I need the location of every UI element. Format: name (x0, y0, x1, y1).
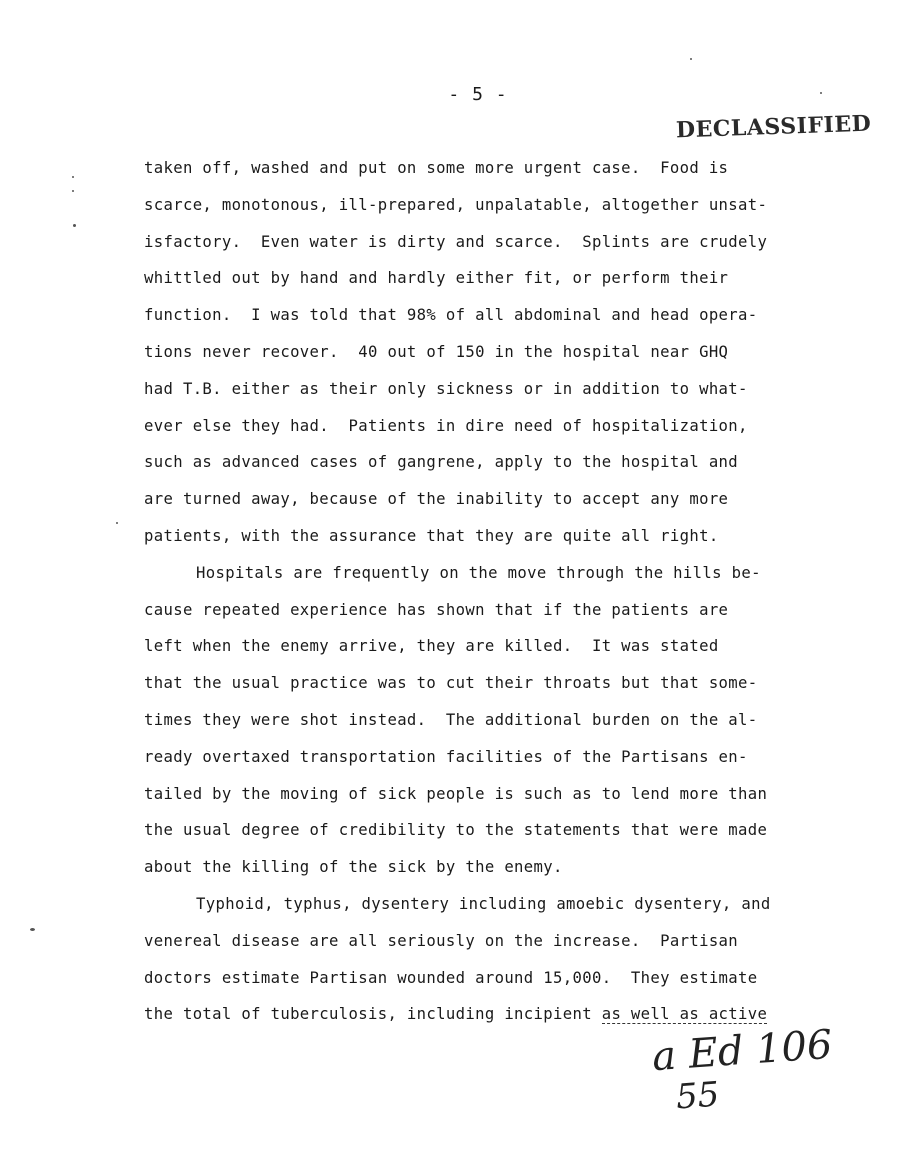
text-line: cause repeated experience has shown that if the patients are (144, 600, 729, 619)
text-line: had T.B. either as their only sickness or in addition to what- (144, 379, 748, 398)
underlined-text: as well as active (601, 1005, 768, 1024)
text-line: tailed by the moving of sick people is such as to lend more than (144, 784, 768, 803)
text-line: times they were shot instead. The additional burden on the al- (144, 710, 758, 729)
text-line: ever else they had. Patients in dire need of hospitalization, (144, 416, 748, 435)
text-line: about the killing of the sick by the enemy. (144, 858, 563, 877)
text-line: venereal disease are all seriously on the increase. Partisan (144, 931, 739, 950)
body-text (144, 150, 844, 1033)
text-line: scarce, monotonous, ill-prepared, unpalatable, altogether unsat- (144, 195, 768, 214)
text-line: such as advanced cases of gangrene, apply to the hospital and (144, 453, 739, 472)
text-line: Typhoid, typhus, dysentery including amoebic dysentery, and (196, 894, 771, 913)
text-line: Hospitals are frequently on the move through the hills be- (196, 563, 761, 582)
handwritten-number: 55 (674, 1074, 721, 1118)
margin-mark (30, 928, 35, 931)
text-line: left when the enemy arrive, they are killed. It was stated (144, 637, 719, 656)
declassified-stamp: DECLASSIFIED (675, 110, 872, 144)
margin-mark (820, 92, 822, 94)
margin-mark (73, 224, 76, 227)
handwritten-reference: a Ed 106 (650, 1021, 834, 1081)
text-line: tions never recover. 40 out of 150 in the hospital near GHQ (144, 342, 729, 361)
text-line: isfactory. Even water is dirty and scarce. Splints are crudely (144, 232, 768, 251)
text-line: function. I was told that 98% of all abdominal and head opera- (144, 306, 758, 325)
text-line: are turned away, because of the inability to accept any more (144, 490, 729, 509)
page-number: - 5 - (448, 84, 508, 105)
text-line: the usual degree of credibility to the statements that were made (144, 821, 768, 840)
margin-mark (116, 522, 118, 524)
text-line: ready overtaxed transportation facilities of the Partisans en- (144, 747, 748, 766)
text-line: patients, with the assurance that they are quite all right. (144, 526, 719, 545)
margin-mark (72, 176, 74, 178)
text-line: doctors estimate Partisan wounded around 15,000. They estimate (144, 968, 758, 987)
text-line: whittled out by hand and hardly either fit, or perform their (144, 269, 729, 288)
margin-mark (690, 58, 692, 60)
margin-mark (72, 190, 74, 192)
text-line: that the usual practice was to cut their throats but that some- (144, 674, 758, 693)
text-line-prefix: the total of tuberculosis, including incipient (144, 1005, 602, 1024)
text-line: taken off, washed and put on some more urgent case. Food is (144, 159, 729, 177)
